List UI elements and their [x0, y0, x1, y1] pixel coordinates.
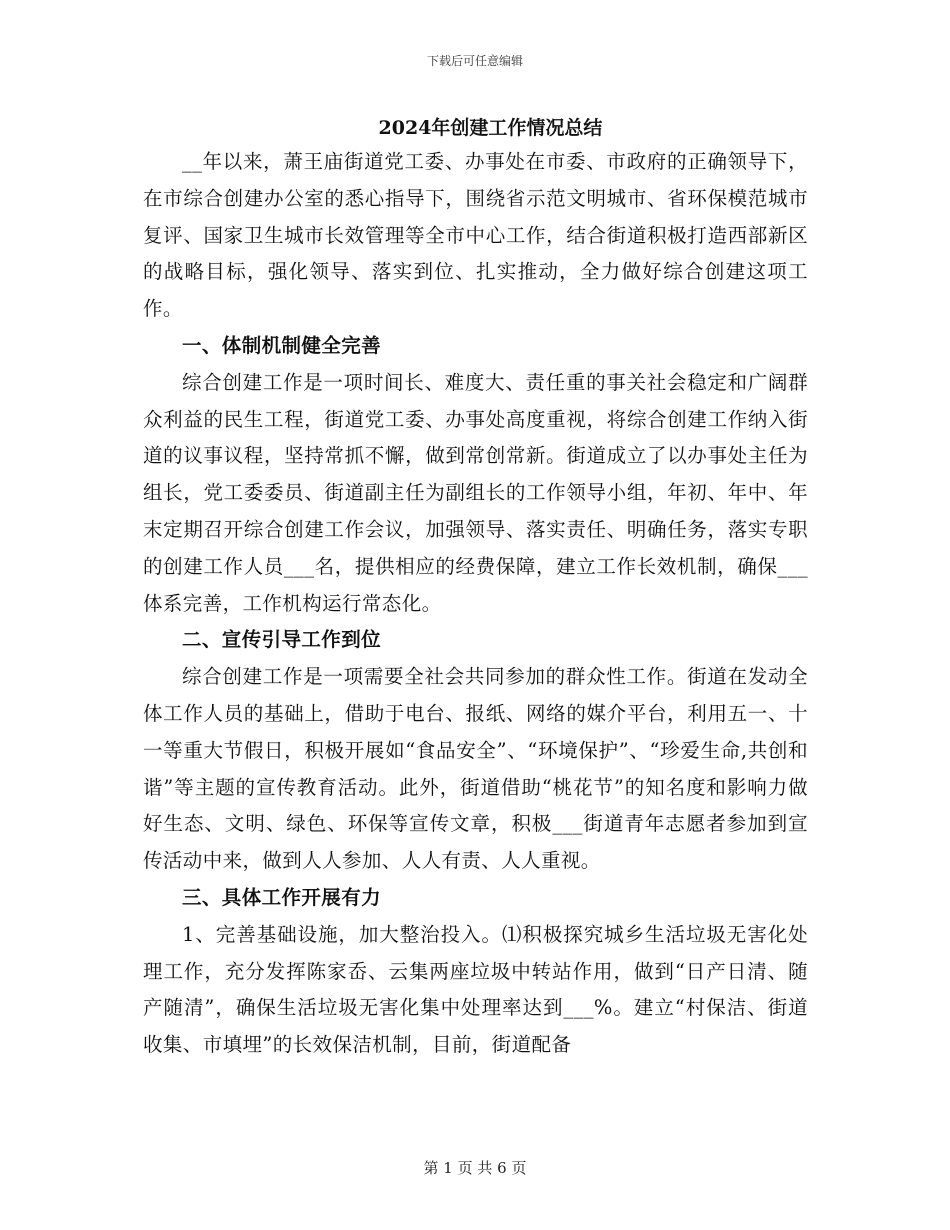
document-body: [143, 112, 808, 1064]
section-3-paragraph: 1、完善基础设施，加大整治投入。⑴积极探究城乡生活垃圾无害化处理工作，充分发挥陈家岙、云集两座垃圾中转站作用，做到“日产日清、随产随清”，确保生活垃圾无害化集中处理率达到___%。建立“村保洁、街道收集、市填埋”的长效保洁机制，目前，街道配备: [143, 922, 808, 1057]
section-1-heading: 一、体制机制健全完善: [182, 333, 382, 357]
page-number: 第 1 页 共 6 页: [423, 1159, 527, 1177]
section-1-paragraph: 综合创建工作是一项时间长、难度大、责任重的事关社会稳定和广阔群众利益的民生工程，街道党工委、办事处高度重视，将综合创建工作纳入街道的议事议程，坚持常抓不懈，做到常创常新。街道成立了以办事处主任为组长，党工委委员、街道副主任为副组长的工作领导小组，年初、年中、年末定期召开综合创建工作会议，加强领导、落实责任、明确任务，落实专职的创建工作人员___名，提供相应的经费保障，建立工作长效机制，确保___体系完善，工作机构运行常态化。: [143, 370, 808, 615]
intro-paragraph: __年以来，萧王庙街道党工委、办事处在市委、市政府的正确领导下，在市综合创建办公室的悉心指导下，围绕省示范文明城市、省环保模范城市复评、国家卫生城市长效管理等全市中心工作，结合街道积极打造西部新区的战略目标，强化领导、落实到位、扎实推动，全力做好综合创建这项工作。: [143, 150, 808, 321]
document-title: 2024年创建工作情况总结: [378, 117, 603, 139]
section-3-heading: 三、具体工作开展有力: [182, 885, 382, 909]
section-2-heading: 二、宣传引导工作到位: [182, 628, 382, 652]
header-note: 下载后可任意编辑: [426, 54, 523, 68]
section-2-paragraph: 综合创建工作是一项需要全社会共同参加的群众性工作。街道在发动全体工作人员的基础上，借助于电台、报纸、网络的媒介平台，利用五一、十一等重大节假日，积极开展如“食品安全”、“环境保护”、“珍爱生命,共创和谐”等主题的宣传教育活动。此外，街道借助“桃花节”的知名度和影响力做好生态、文明、绿色、环保等宣传文章，积极___街道青年志愿者参加到宣传活动中来，做到人人参加、人人有责、人人重视。: [143, 665, 808, 873]
